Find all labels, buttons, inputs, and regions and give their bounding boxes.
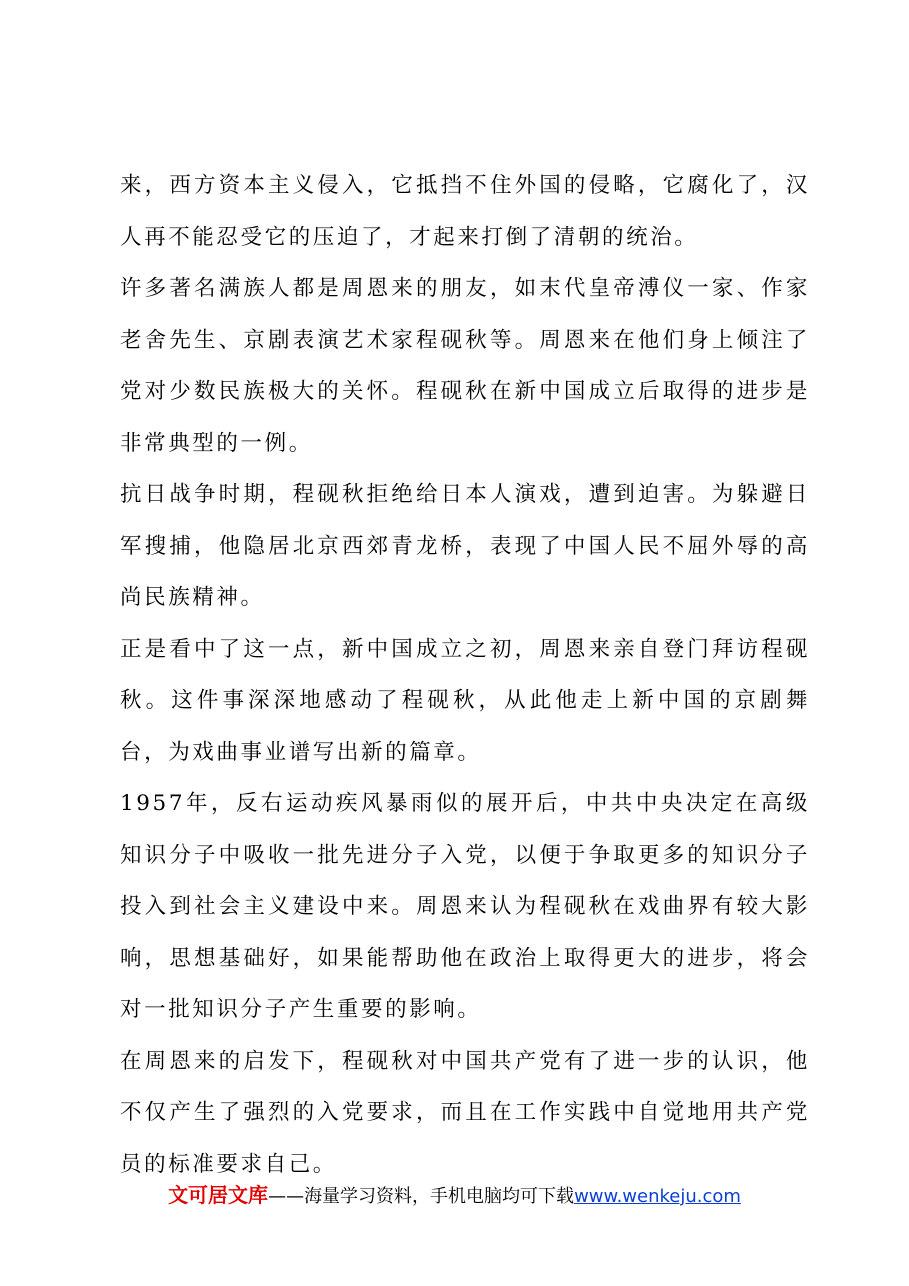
paragraph-3: 抗日战争时期，程砚秋拒绝给日本人演戏，遭到迫害。为躲避日军搜捕，他隐居北京西郊青龙桥，表现了中国人民不屈外辱的高尚民族精神。 [120, 482, 810, 610]
paragraph-6: 在周恩来的启发下，程砚秋对中国共产党有了进一步的认识，他不仅产生了强烈的入党要求，而且在工作实践中自觉地用共产党员的标准要求自己。 [120, 1048, 810, 1177]
footer-brand: 文可居文库 [168, 1183, 269, 1207]
paragraph-2: 许多著名满族人都是周恩来的朋友，如末代皇帝溥仪一家、作家老舍先生、京剧表演艺术家程砚秋等。周恩来在他们身上倾注了党对少数民族极大的关怀。程砚秋在新中国成立后取得的进步是非常典型的一例。 [120, 276, 810, 456]
paragraph-5: 1957年，反右运动疾风暴雨似的展开后，中共中央决定在高级知识分子中吸收一批先进分子入党，以便于争取更多的知识分子投入到社会主义建设中来。周恩来认为程砚秋在戏曲界有较大影响，思想基础好，如果能帮助他在政治上取得更大的进步，将会对一批知识分子产生重要的影响。 [120, 791, 810, 1022]
paragraph-1: 来，西方资本主义侵入，它抵挡不住外国的侵略，它腐化了，汉人再不能忍受它的压迫了，才起来打倒了清朝的统治。 [120, 173, 810, 250]
paragraph-4: 正是看中了这一点，新中国成立之初，周恩来亲自登门拜访程砚秋。这件事深深地感动了程砚秋，从此他走上新中国的京剧舞台，为戏曲事业谱写出新的篇章。 [120, 636, 810, 765]
footer-tagline: ——海量学习资料，手机电脑均可下载 [268, 1186, 575, 1207]
footer-url-link[interactable]: www.wenkeju.com [574, 1186, 741, 1207]
document-body [120, 160, 810, 1190]
page-footer [0, 1180, 909, 1212]
